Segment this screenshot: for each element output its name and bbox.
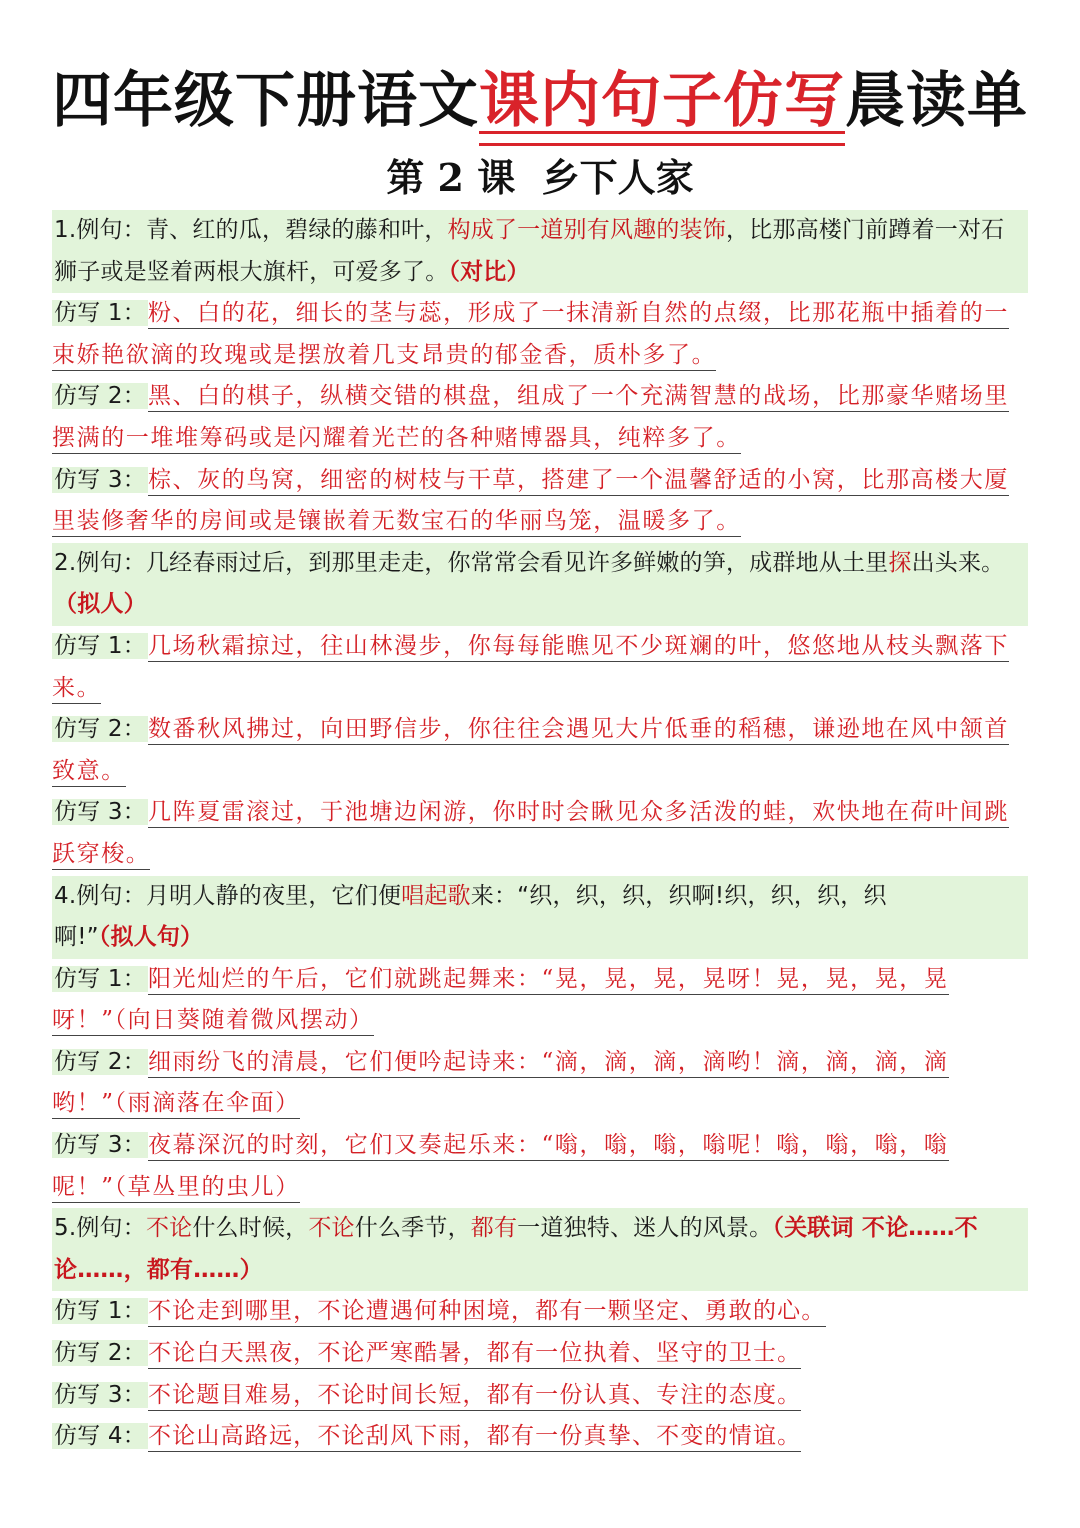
imitation-item — [52, 1125, 1028, 1208]
lesson-subtitle: 第 2 课 乡下人家 — [386, 155, 694, 200]
example-text: 一道独特、迷人的风景。 — [517, 1215, 773, 1242]
imitation-label: 仿写 3： — [54, 1381, 146, 1408]
imitation-item — [52, 293, 1028, 376]
example-text: 青、红的瓜，碧绿的藤和叶， — [145, 217, 448, 243]
example-highlight: 构成了一道别有风趣的装饰 — [447, 217, 726, 243]
example-prefix: 4.例句： — [54, 882, 146, 909]
imitation-label: 仿写 3： — [54, 466, 146, 493]
example-text: 什么季节， — [354, 1215, 471, 1242]
example-sentence — [52, 210, 1028, 293]
example-sentence — [52, 876, 1028, 959]
imitation-text: 不论题目难易，不论时间长短，都有一份认真、专注的态度。 — [148, 1382, 801, 1411]
imitation-label: 仿写 2： — [54, 716, 146, 743]
example-text: 月明人静的夜里，它们便 — [145, 882, 402, 909]
example-highlight: 探 — [888, 549, 912, 576]
imitation-text: 粉、白的花，细长的茎与蕊，形成了一抹清新自然的点缀，比那花瓶中插着的一束娇艳欲滴的玫瑰或是摆放着几支昂贵的郁金香，质朴多了。 — [52, 300, 1009, 371]
imitation-text: 夜幕深沉的时刻，它们又奏起乐来：“嗡，嗡，嗡，嗡呢！嗡，嗡，嗡，嗡呢！”（草丛里的虫儿） — [52, 1132, 949, 1203]
example-highlight: 不论 — [145, 1215, 193, 1242]
example-sentence — [52, 1208, 1028, 1291]
imitation-item — [52, 460, 1028, 543]
imitation-item — [52, 1375, 1028, 1417]
example-highlight: 不论 — [308, 1215, 355, 1242]
exercise-section — [52, 543, 1028, 876]
imitation-text: 几场秋霜掠过，往山林漫步，你每每能瞧见不少斑斓的叶，悠悠地从枝头飘落下来。 — [52, 633, 1009, 704]
imitation-item — [52, 959, 1028, 1042]
example-text: ，比那高楼门前蹲着一对石狮子或是竖着两根大旗杆，可爱多了。 — [54, 217, 1005, 285]
example-highlight: 都有 — [470, 1215, 518, 1242]
imitation-label: 仿写 2： — [54, 1340, 146, 1367]
imitation-text: 阳光灿烂的午后，它们就跳起舞来：“晃，晃，晃，晃呀！晃，晃，晃，晃呀！”（向日葵随着微风摆动） — [52, 966, 949, 1037]
example-prefix: 1.例句： — [54, 217, 146, 243]
example-prefix: 5.例句： — [54, 1215, 146, 1242]
imitation-text: 黑、白的棋子，纵横交错的棋盘，组成了一个充满智慧的战场，比那豪华赌场里摆满的一堆堆筹码或是闪耀着光芒的各种赌博器具，纯粹多了。 — [52, 383, 1009, 454]
imitation-label: 仿写 2： — [54, 383, 146, 410]
imitation-label: 仿写 3： — [54, 799, 146, 826]
exercise-section — [52, 1208, 1028, 1458]
imitation-text: 几阵夏雷滚过，于池塘边闲游，你时时会瞅见众多活泼的蛙，欢快地在荷叶间跳跃穿梭。 — [52, 799, 1009, 870]
imitation-label: 仿写 3： — [54, 1132, 146, 1159]
imitation-text: 不论走到哪里，不论遭遇何种困境，都有一颗坚定、勇敢的心。 — [148, 1298, 826, 1327]
example-text: 出头来。 — [911, 549, 1005, 576]
rhetoric-tag: （关联词 不论……不论……，都有……） — [54, 1215, 978, 1283]
imitation-item — [52, 792, 1028, 875]
rhetoric-tag: （对比） — [448, 258, 530, 285]
imitation-item — [52, 1042, 1028, 1125]
imitation-label: 仿写 4： — [54, 1423, 146, 1450]
imitation-item — [52, 1333, 1028, 1375]
imitation-text: 不论白天黑夜，不论严寒酷暑，都有一位执着、坚守的卫士。 — [148, 1340, 801, 1369]
example-text: 什么时候， — [192, 1215, 309, 1242]
title-highlight: 课内句子仿写 — [479, 62, 845, 140]
title-prefix: 四年级下册语文 — [52, 66, 479, 136]
example-highlight: 唱起歌 — [401, 882, 471, 909]
imitation-item — [52, 1416, 1028, 1458]
example-sentence — [52, 543, 1028, 626]
title-suffix: 晨读单 — [845, 66, 1028, 136]
imitation-text: 棕、灰的鸟窝，细密的树枝与干草，搭建了一个温馨舒适的小窝，比那高楼大厦里装修奢华的房间或是镶嵌着无数宝石的华丽鸟笼，温暖多了。 — [52, 467, 1009, 538]
example-text: 几经春雨过后，到那里走走，你常常会看见许多鲜嫩的笋，成群地从土里 — [145, 549, 889, 576]
imitation-item — [52, 1291, 1028, 1333]
exercise-section — [52, 876, 1028, 1209]
exercise-list — [52, 210, 1028, 1458]
imitation-text: 细雨纷飞的清晨，它们便吟起诗来：“滴，滴，滴，滴哟！滴，滴，滴，滴哟！”（雨滴落在伞面） — [52, 1049, 949, 1120]
exercise-section — [52, 210, 1028, 543]
page-title — [0, 62, 1080, 140]
imitation-text: 不论山高路远，不论刮风下雨，都有一份真挚、不变的情谊。 — [148, 1423, 801, 1452]
rhetoric-tag: （拟人） — [54, 591, 147, 618]
imitation-item — [52, 709, 1028, 792]
imitation-item — [52, 376, 1028, 459]
imitation-label: 仿写 1： — [54, 965, 146, 992]
imitation-label: 仿写 1： — [54, 1298, 146, 1325]
imitation-label: 仿写 1： — [54, 300, 146, 327]
imitation-label: 仿写 1： — [54, 632, 146, 659]
example-prefix: 2.例句： — [54, 549, 146, 576]
imitation-label: 仿写 2： — [54, 1048, 146, 1075]
example-text: 来：“织，织，织，织啊!织，织，织，织啊!” — [54, 882, 887, 951]
imitation-item — [52, 626, 1028, 709]
rhetoric-tag: （拟人句） — [98, 924, 204, 951]
imitation-text: 数番秋风拂过，向田野信步，你往往会遇见大片低垂的稻穗，谦逊地在风中颔首致意。 — [52, 716, 1009, 787]
